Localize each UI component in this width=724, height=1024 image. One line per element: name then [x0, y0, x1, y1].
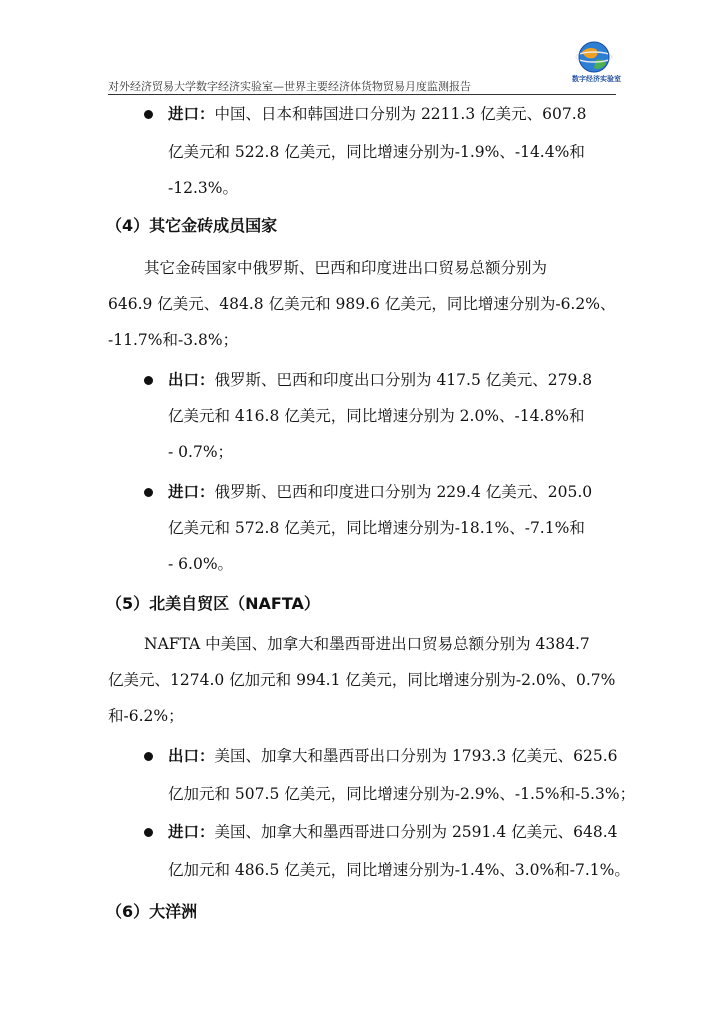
header-rule: [108, 94, 616, 95]
paragraph-line: 和-6.2%；: [108, 707, 184, 725]
bullet-import-line-1: [168, 104, 586, 124]
bullet-text: 中国、日本和韩国进口分别为 2211.3 亿美元、607.8: [214, 105, 587, 123]
bullet-import-line-2: 亿加元和 486.5 亿美元，同比增速分别为-1.4%、3.0%和-7.1%。: [168, 861, 630, 879]
bullet-dot: [144, 828, 153, 837]
bullet-label: 出口：: [168, 371, 215, 389]
bullet-export-line-2: 亿加元和 507.5 亿美元，同比增速分别为-2.9%、-1.5%和-5.3%；: [168, 785, 636, 803]
section-heading-brics: （4）其它金砖成员国家: [106, 216, 278, 235]
bullet-export-line-1: [168, 746, 617, 766]
bullet-dot: [144, 110, 153, 119]
bullet-import-line-1: [168, 822, 617, 842]
paragraph-line: -11.7%和-3.8%；: [108, 331, 239, 349]
bullet-text: 俄罗斯、巴西和印度出口分别为 417.5 亿美元、279.8: [214, 371, 593, 389]
logo-caption: 数字经济实验室: [572, 75, 621, 83]
paragraph-line: 其它金砖国家中俄罗斯、巴西和印度进出口贸易总额分别为: [144, 259, 548, 277]
bullet-label: 进口：: [168, 483, 215, 501]
section-heading-oceania: （6）大洋洲: [106, 902, 198, 921]
bullet-text: 俄罗斯、巴西和印度进口分别为 229.4 亿美元、205.0: [214, 483, 593, 501]
bullet-label: 进口：: [168, 823, 215, 841]
bullet-import-line-2: 亿美元和 572.8 亿美元，同比增速分别为-18.1%、-7.1%和: [168, 519, 585, 537]
bullet-import-line-2: 亿美元和 522.8 亿美元，同比增速分别为-1.9%、-14.4%和: [168, 143, 585, 161]
bullet-label: 出口：: [168, 747, 215, 765]
bullet-export-line-3: - 0.7%；: [168, 443, 234, 461]
section-heading-nafta: （5）北美自贸区（NAFTA）: [106, 594, 320, 613]
paragraph-line: 646.9 亿美元、484.8 亿美元和 989.6 亿美元，同比增速分别为-6.2%、: [108, 295, 616, 313]
lab-logo: [572, 40, 621, 90]
bullet-import-line-3: -12.3%。: [168, 179, 238, 197]
paragraph-line: NAFTA 中美国、加拿大和墨西哥进出口贸易总额分别为 4384.7: [144, 635, 590, 653]
bullet-dot: [144, 376, 153, 385]
bullet-dot: [144, 752, 153, 761]
bullet-dot: [144, 488, 153, 497]
bullet-label: 进口：: [168, 105, 215, 123]
bullet-text: 美国、加拿大和墨西哥进口分别为 2591.4 亿美元、648.4: [214, 823, 618, 841]
bullet-import-line-3: - 6.0%。: [168, 555, 234, 573]
report-header: 对外经济贸易大学数字经济实验室—世界主要经济体货物贸易月度监测报告: [108, 80, 471, 93]
globe-logo-icon: [572, 40, 616, 74]
bullet-import-line-1: [168, 482, 592, 502]
bullet-export-line-1: [168, 370, 592, 390]
bullet-text: 美国、加拿大和墨西哥出口分别为 1793.3 亿美元、625.6: [214, 747, 618, 765]
paragraph-line: 亿美元、1274.0 亿加元和 994.1 亿美元，同比增速分别为-2.0%、0.7%: [108, 671, 616, 689]
bullet-export-line-2: 亿美元和 416.8 亿美元，同比增速分别为 2.0%、-14.8%和: [168, 407, 585, 425]
